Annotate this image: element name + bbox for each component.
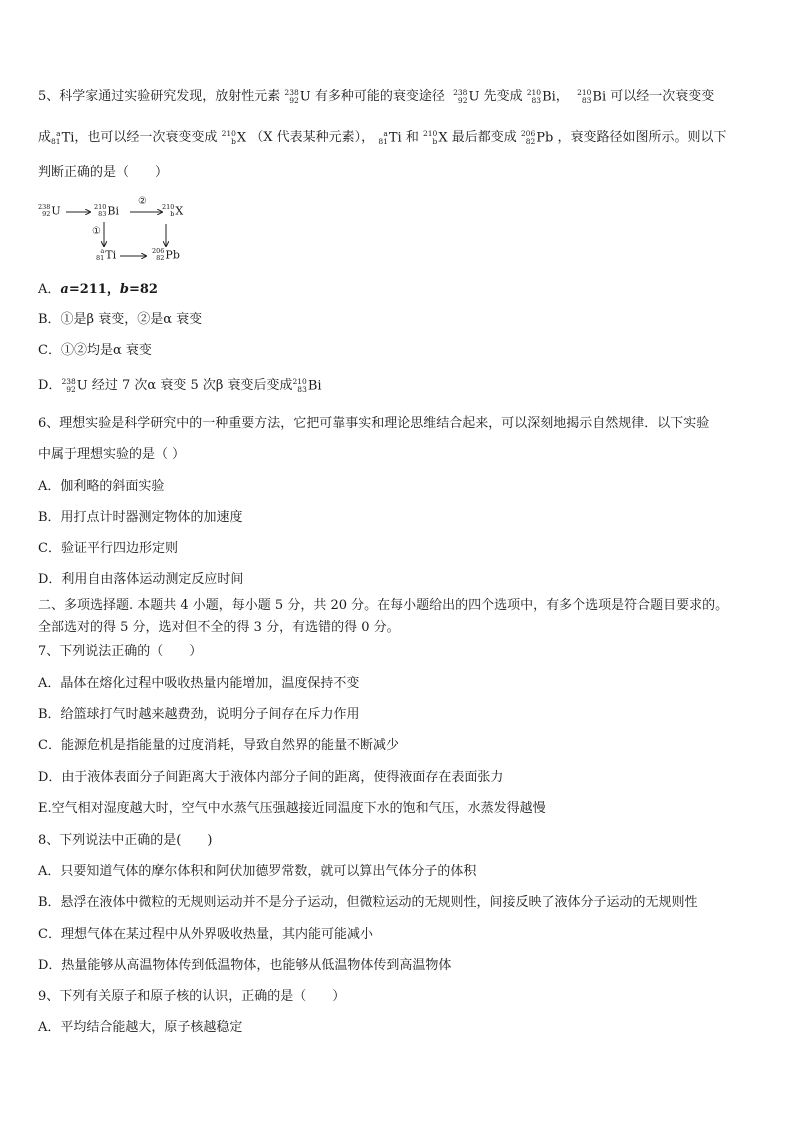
q5-text: 经过 7 次α 衰变 5 次β 衰变后变成 xyxy=(91,378,293,393)
q5-option-a xyxy=(38,281,158,299)
q6-stem-line1: 6、理想实验是科学研究中的一种重要方法，它把可靠事实和理论思维结合起来，可以深刻地揭示自然规律．以下实验 xyxy=(38,416,710,431)
q9-option-a: A．平均结合能越大，原子核越稳定 xyxy=(38,1020,243,1035)
var-b: b xyxy=(119,282,129,297)
q7-option-b: B．给篮球打气时越来越费劲，说明分子间存在斥力作用 xyxy=(38,707,360,722)
diagram-node-U: 238 92 U xyxy=(38,203,61,218)
q5-option-c: C．①②均是α 衰变 xyxy=(38,343,152,358)
q5-text: （X 代表某种元素）， xyxy=(250,130,375,145)
q5-stem-line2 xyxy=(38,129,726,147)
nuclide-U238: 238 92 U xyxy=(453,87,480,105)
q7-stem: 7、下列说法正确的（ ） xyxy=(38,644,203,659)
diagram-step-2: ② xyxy=(138,196,147,207)
nuclide-Ti: a 81 Ti xyxy=(51,128,75,146)
nuclide-Ti: a 81 Ti xyxy=(378,128,402,146)
q6-stem-line2: 中属于理想实验的是（ ） xyxy=(38,447,186,462)
nuclide-U238: 238 92 U xyxy=(61,376,88,394)
option-label: D． xyxy=(38,378,62,393)
q8-option-a: A．只要知道气体的摩尔体积和阿伏加德罗常数，就可以算出气体分子的体积 xyxy=(38,864,477,879)
nuclide-X: 210 b X xyxy=(423,128,448,146)
q5-stem-line1 xyxy=(38,88,714,106)
q5-text: 和 xyxy=(405,130,419,145)
q9-stem: 9、下列有关原子和原子核的认识，正确的是（ ） xyxy=(38,989,346,1004)
q7-option-d: D．由于液体表面分子间距离大于液体内部分子间的距离，使得液面存在表面张力 xyxy=(38,770,504,785)
q5-text: 可以经一次衰变变 xyxy=(610,89,715,104)
q8-option-d: D．热量能够从高温物体传到低温物体，也能够从低温物体传到高温物体 xyxy=(38,958,452,973)
section2-instructions-line2: 全部选对的得 5 分，选对但不全的得 3 分，有选错的得 0 分。 xyxy=(38,620,400,635)
diagram-node-X: 210 b X xyxy=(162,203,184,218)
q5-text: =211， xyxy=(68,282,120,297)
nuclide-Pb206: 206 82 Pb xyxy=(520,128,554,146)
diagram-node-Ti: a 81 Ti xyxy=(96,247,117,262)
option-label: A． xyxy=(38,282,61,297)
q7-option-c: C．能源危机是指能量的过度消耗，导致自然界的能量不断减少 xyxy=(38,738,399,753)
diagram-node-Pb: 206 82 Pb xyxy=(152,247,180,262)
decay-path-diagram xyxy=(38,196,198,268)
q8-option-b: B．悬浮在液体中微粒的无规则运动并不是分子运动，但微粒运动的无规则性，间接反映了液体分子运动的无规则性 xyxy=(38,895,698,910)
q5-text: 成 xyxy=(38,130,52,145)
section2-instructions-line1: 二、多项选择题. 本题共 4 小题，每小题 5 分，共 20 分。在每小题给出的四个选项中，有多个选项是符合题目要求的。 xyxy=(38,598,729,613)
q5-text: =82 xyxy=(128,282,158,297)
nuclide-X: 210 b X xyxy=(221,128,247,146)
q5-text: 5、科学家通过实验研究发现，放射性元素 xyxy=(38,89,281,104)
q5-option-b: B．①是β 衰变，②是α 衰变 xyxy=(38,312,203,327)
q5-text: 先变成 xyxy=(483,89,523,104)
q6-option-d: D．利用自由落体运动测定反应时间 xyxy=(38,572,244,587)
diagram-node-Bi: 210 83 Bi xyxy=(94,203,120,218)
q5-text: 有多种可能的衰变途径 xyxy=(314,89,445,104)
q5-option-d xyxy=(38,377,322,395)
var-a: a xyxy=(60,282,69,297)
nuclide-Bi210: 210 83 Bi xyxy=(526,87,556,105)
nuclide-Bi210: 210 83 Bi xyxy=(577,87,607,105)
q5-text: ， xyxy=(555,89,569,104)
q5-stem-line3: 判断正确的是（ ） xyxy=(38,165,169,180)
nuclide-Bi210: 210 83 Bi xyxy=(292,376,322,394)
diagram-step-1: ① xyxy=(92,226,101,237)
q8-stem: 8、下列说法中正确的是( ) xyxy=(38,833,213,848)
q5-text: ，衰变路径如图所示。则以下 xyxy=(557,130,727,145)
q5-text: ，也可以经一次衰变变成 xyxy=(74,130,218,145)
q6-option-b: B．用打点计时器测定物体的加速度 xyxy=(38,510,243,525)
q7-option-a: A．晶体在熔化过程中吸收热量内能增加，温度保持不变 xyxy=(38,676,360,691)
q7-option-e: E.空气相对湿度越大时，空气中水蒸气压强越接近同温度下水的饱和气压，水蒸发得越慢 xyxy=(38,801,546,816)
q5-text: 最后都变成 xyxy=(451,130,517,145)
q6-option-c: C．验证平行四边形定则 xyxy=(38,541,178,556)
q6-option-a: A．伽利略的斜面实验 xyxy=(38,479,165,494)
nuclide-U238: 238 92 U xyxy=(284,87,311,105)
q8-option-c: C．理想气体在某过程中从外界吸收热量，其内能可能减小 xyxy=(38,927,373,942)
